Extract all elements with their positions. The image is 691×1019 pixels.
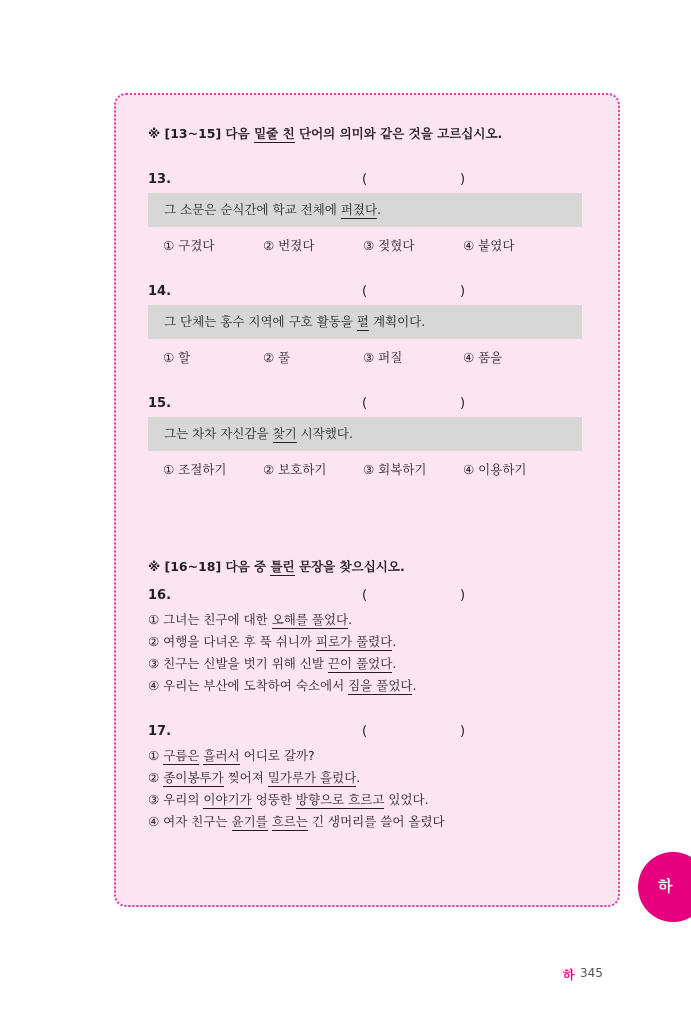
footer-level-mark: 하	[563, 968, 575, 982]
line-text: .	[392, 656, 397, 671]
line-underlined: 이야기가	[203, 792, 252, 807]
line-text: ④ 우리는 부산에 도착하여 숙소에서	[148, 678, 349, 693]
instruction-text: ※ [13~15] 다음	[148, 126, 255, 141]
line-text: ②	[148, 770, 164, 785]
section2-instruction	[148, 557, 405, 575]
line-text: .	[412, 678, 417, 693]
line-text: .	[392, 634, 397, 649]
question-sentence	[148, 417, 582, 451]
option-4: ④ 이용하기	[463, 462, 527, 477]
option-2: ② 보호하기	[263, 462, 327, 477]
question-sentence	[148, 193, 582, 227]
answer-paren-close: )	[460, 172, 466, 187]
answer-paren-open: (	[362, 396, 368, 411]
line-text: 있었다.	[384, 792, 429, 807]
line-text: .	[356, 770, 361, 785]
line-underlined: 오해를 풀었다	[271, 612, 349, 627]
answer-paren-close: )	[460, 396, 466, 411]
line-underlined: 짐을 풀었다	[348, 678, 413, 693]
line-underlined: 흐르는	[271, 814, 308, 829]
statement-line	[148, 676, 416, 694]
sentence-text: 그는 차차 자신감을	[164, 426, 273, 441]
sentence-text: 시작했다.	[296, 426, 353, 441]
question-number: 14.	[148, 284, 172, 299]
question-number: 16.	[148, 588, 172, 603]
option-3: ③ 젖혔다	[363, 238, 415, 253]
line-underlined: 밀가루가 흘렀다	[267, 770, 357, 785]
sentence-underlined: 펼	[356, 314, 369, 329]
statement-line	[148, 790, 429, 808]
section1-instruction	[148, 124, 502, 142]
line-text: ④ 여자 친구는	[148, 814, 232, 829]
answer-paren-open: (	[362, 284, 368, 299]
line-underlined: 흘러서	[203, 748, 240, 763]
sentence-text: 계획이다.	[368, 314, 426, 329]
statement-line	[148, 746, 315, 764]
line-underlined: 종이봉투가	[163, 770, 224, 785]
instruction-text: 단어의 의미와 같은 것을 고르십시오.	[294, 126, 503, 141]
line-text: ③ 우리의	[148, 792, 204, 807]
line-text: 긴 생머리를 쓸어 올렸다	[307, 814, 445, 829]
answer-paren-open: (	[362, 588, 368, 603]
line-text: ① 그녀는 친구에 대한	[148, 612, 272, 627]
answer-paren-open: (	[362, 172, 368, 187]
answer-paren-close: )	[460, 284, 466, 299]
line-text: 찢어져	[223, 770, 268, 785]
statement-line	[148, 610, 352, 628]
answer-paren-close: )	[460, 588, 466, 603]
line-text: ② 여행을 다녀온 후 푹 쉬니까	[148, 634, 316, 649]
statement-line	[148, 654, 396, 672]
line-text: ③ 친구는 신발을 벗기 위해 신발	[148, 656, 328, 671]
line-underlined: 방향으로 흐르고	[295, 792, 385, 807]
instruction-underlined: 밑줄 친	[254, 126, 295, 141]
statement-line	[148, 632, 396, 650]
sentence-underlined: 퍼졌다	[340, 202, 378, 217]
question-sentence	[148, 305, 582, 339]
sentence-text: 그 단체는 홍수 지역에 구호 활동을	[164, 314, 357, 329]
level-side-tab-label: 하	[658, 877, 673, 895]
option-1: ① 구겼다	[163, 238, 215, 253]
option-2: ② 풀	[263, 350, 291, 365]
instruction-text: 문장을 찾으십시오.	[294, 559, 405, 574]
instruction-text: ※ [16~18] 다음 중	[148, 559, 271, 574]
statement-line	[148, 768, 360, 786]
option-2: ② 번졌다	[263, 238, 315, 253]
line-text: 어디로 갈까?	[239, 748, 315, 763]
option-4: ④ 품을	[463, 350, 503, 365]
option-4: ④ 붙였다	[463, 238, 515, 253]
question-number: 15.	[148, 396, 172, 411]
option-1: ① 조절하기	[163, 462, 227, 477]
option-3: ③ 퍼질	[363, 350, 403, 365]
page-number: 345	[580, 966, 603, 980]
line-underlined: 윤기를	[231, 814, 268, 829]
line-text: .	[348, 612, 353, 627]
line-underlined: 피로가 풀렸다	[315, 634, 393, 649]
instruction-underlined: 틀린	[270, 559, 295, 574]
statement-line	[148, 812, 445, 830]
line-underlined: 끈이 풀었다	[327, 656, 393, 671]
sentence-text: 그 소문은 순식간에 학교 전체에	[164, 202, 341, 217]
sentence-underlined: 찾기	[272, 426, 297, 441]
answer-paren-close: )	[460, 724, 466, 739]
line-text: 엉뚱한	[251, 792, 296, 807]
option-3: ③ 회복하기	[363, 462, 427, 477]
line-text: ①	[148, 748, 164, 763]
question-number: 13.	[148, 172, 172, 187]
question-number: 17.	[148, 724, 172, 739]
option-1: ① 할	[163, 350, 191, 365]
sentence-text: .	[377, 202, 382, 217]
line-underlined: 구름은	[163, 748, 200, 763]
answer-paren-open: (	[362, 724, 368, 739]
